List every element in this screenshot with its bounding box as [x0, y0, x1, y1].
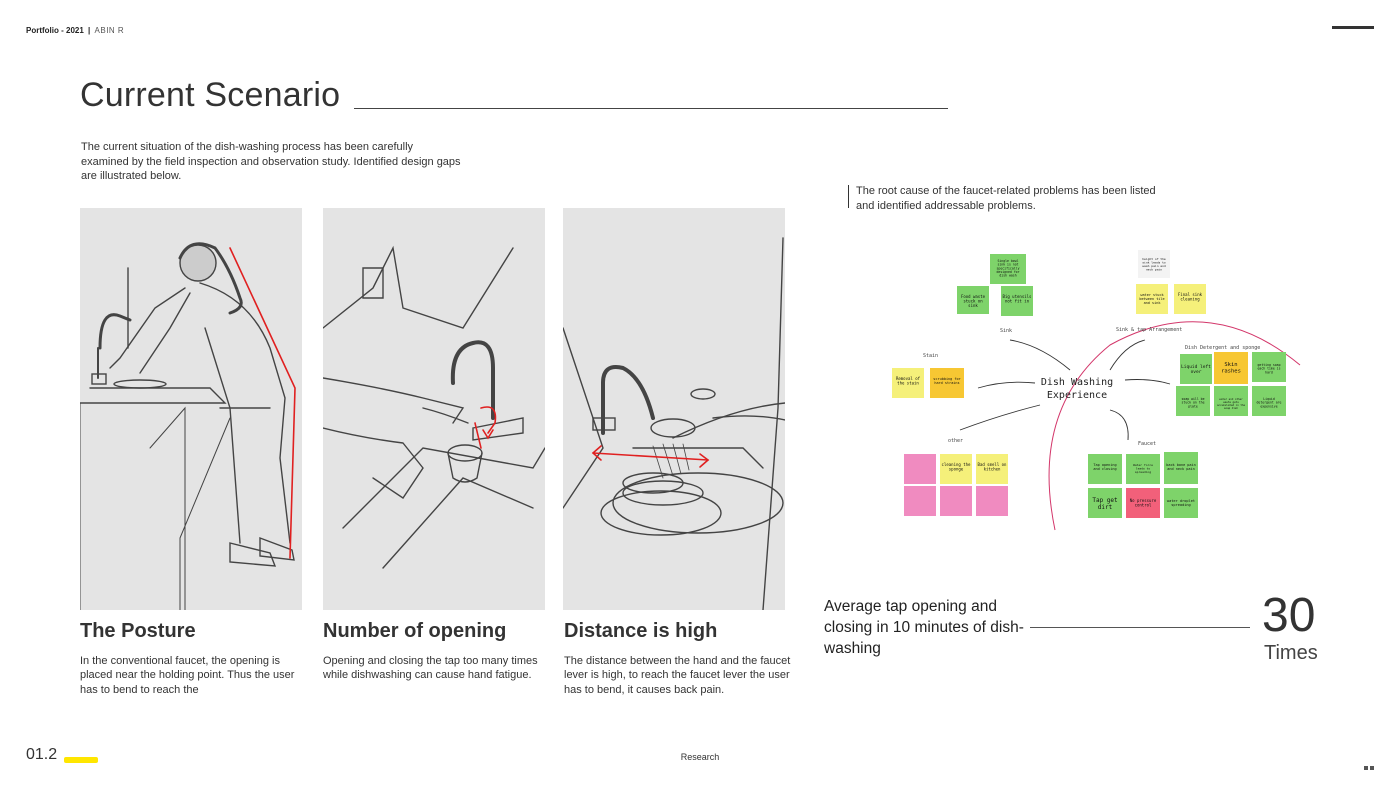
- root-cause-text: The root cause of the faucet-related problems has been listed and identified addressable problems.: [856, 185, 1156, 212]
- note-faucet-e-text: No pressure control: [1129, 498, 1157, 508]
- branch-detergent: Dish Detergent and sponge: [1185, 345, 1261, 351]
- note-stain-b-text: scrubbing for hard strains: [933, 377, 961, 386]
- branch-sink-tap: Sink & tap Arrangement: [1116, 327, 1183, 333]
- note-other-blank-1: [904, 454, 936, 484]
- note-sink-b-text: Big utensils not fit in: [1002, 294, 1032, 304]
- note-faucet-b-text: Water force leads to spreading: [1133, 463, 1153, 474]
- stat-divider: [1030, 627, 1250, 628]
- note-faucet-d-text: Tap get dirt: [1092, 497, 1118, 511]
- distance-sketch-image: [563, 208, 785, 610]
- author-name: ABIN R: [94, 26, 125, 35]
- title-divider: [354, 108, 948, 109]
- note-sink-a-text: Food waste stuck on sink: [960, 294, 986, 309]
- posture-sketch-image: [80, 208, 302, 610]
- stat-value: 30: [1262, 589, 1316, 642]
- branch-stain: Stain: [923, 353, 939, 359]
- note-arr-a-text: water stuck between tile and sink: [1139, 293, 1165, 306]
- card-text-distance: The distance between the hand and the faucet lever is high, to reach the faucet lever the user has to bend, it causes back pain.: [564, 655, 791, 696]
- root-cause-marker: [848, 185, 849, 208]
- note-faucet-f-text: water droplet spreading: [1166, 499, 1196, 508]
- note-det-c-text: getting soap each time is hard: [1257, 363, 1281, 375]
- note-det-f-text: Liquid detergent are expensive: [1256, 397, 1282, 409]
- pagination-dots-icon[interactable]: [1362, 757, 1374, 775]
- note-other-blank-2: [904, 486, 936, 516]
- page-title: Current Scenario: [80, 76, 341, 114]
- note-arr-b-text: Final sink cleaning: [1177, 292, 1203, 302]
- note-stain-a-text: Removal of the stain: [895, 376, 921, 386]
- note-arr-top-text: height of the sink leads to wash pain and neck pain: [1142, 257, 1166, 272]
- stat-unit: Times: [1264, 642, 1318, 664]
- footer-section-label: Research: [680, 752, 720, 762]
- card-text-opening: Opening and closing the tap too many times while dishwashing can cause hand fatigue.: [323, 655, 538, 682]
- opening-sketch-image: [323, 208, 545, 610]
- branch-faucet: Faucet: [1138, 441, 1157, 447]
- portfolio-header: [26, 26, 124, 35]
- branch-other: other: [948, 438, 964, 444]
- note-faucet-c-text: back bone pain and neck pain: [1166, 463, 1196, 472]
- card-title-posture: The Posture: [80, 620, 196, 642]
- affinity-mindmap: [880, 240, 1320, 540]
- card-title-opening: Number of opening: [323, 620, 507, 642]
- intro-text: The current situation of the dish-washing process has been carefully examined by the field inspection and observation study. Identified design gaps are illustrated below.: [81, 141, 461, 182]
- note-det-d-text: soap will be stuck on the plate: [1181, 397, 1205, 409]
- portfolio-label: Portfolio - 2021: [26, 26, 84, 35]
- header-separator: |: [88, 26, 91, 35]
- note-other-blank-4: [976, 486, 1008, 516]
- note-faucet-a-text: Tap opening and closing: [1093, 463, 1117, 472]
- card-title-distance: Distance is high: [564, 620, 718, 642]
- menu-bar-icon[interactable]: [1332, 26, 1374, 29]
- note-other-b-text: Bad smell on kitchen: [977, 462, 1007, 472]
- branch-sink: Sink: [1000, 328, 1013, 334]
- note-det-a-text: Liquid left over: [1181, 365, 1211, 376]
- note-other-a-text: cleaning the sponge: [941, 462, 971, 472]
- mindmap-center-line1: Dish Washing: [1040, 377, 1114, 388]
- note-det-e-text: water and other waste gets accumulated in the soap dish: [1216, 398, 1246, 410]
- note-other-blank-3: [940, 486, 972, 516]
- note-det-b-text: Skin rashes: [1221, 362, 1241, 375]
- page-number: 01.2: [26, 746, 58, 763]
- note-sink-top-text: Single bowl sink is not specifically designed for dish wash: [996, 259, 1020, 278]
- stat-label: Average tap opening and closing in 10 minutes of dish-washing: [824, 598, 1024, 657]
- mindmap-center-line2: Experience: [1046, 390, 1108, 401]
- card-text-posture: In the conventional faucet, the opening is placed near the holding point. Thus the user has to bend to reach the: [80, 655, 295, 696]
